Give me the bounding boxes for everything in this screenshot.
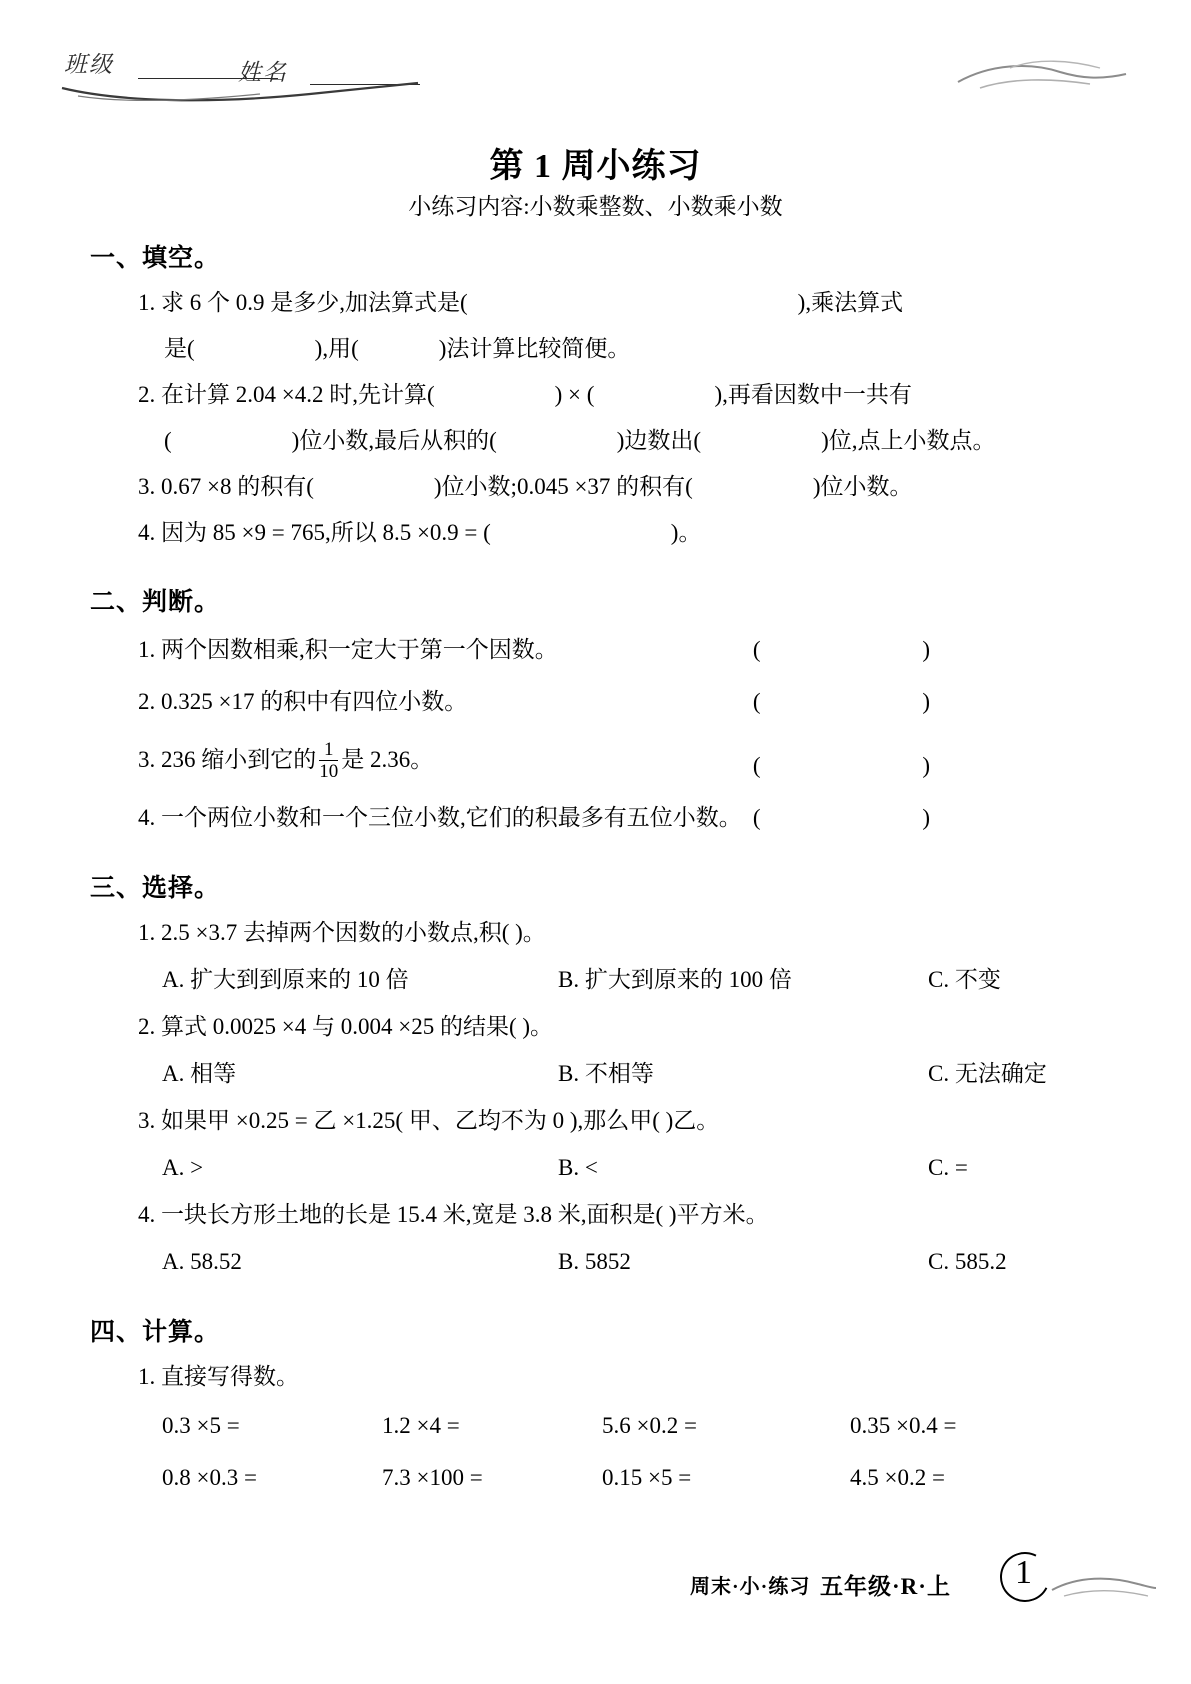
question-3-3: 3. 如果甲 ×0.25 = 乙 ×1.25( 甲、乙均不为 0 ),那么甲( )乙。 xyxy=(138,1108,720,1133)
worksheet-content xyxy=(90,222,1120,1504)
calc-item[interactable]: 7.3 ×100 = xyxy=(382,1465,483,1490)
question-1-1: 1. 求 6 个 0.9 是多少,加法算式是( ),乘法算式 xyxy=(138,290,904,315)
fraction: $\frac{1}{10}$ xyxy=(319,739,339,782)
calc-item[interactable]: 0.15 ×5 = xyxy=(602,1465,692,1490)
answer-paren[interactable]: ( ) xyxy=(752,805,1008,830)
answer-paren[interactable]: ( ) xyxy=(752,753,1008,778)
calc-item[interactable]: 0.35 ×0.4 = xyxy=(850,1413,957,1438)
section-heading-compute: 四、计算。 xyxy=(90,1319,221,1346)
question-2-3: 3. 236 缩小到它的 $\frac{1}{10}$ 是 2.36。 ( ) xyxy=(138,728,1120,792)
question-2-1: 1. 两个因数相乘,积一定大于第一个因数。 ( ) xyxy=(138,624,1120,676)
option-c[interactable]: C. 无法确定 xyxy=(928,1061,1047,1086)
page-number: 1 xyxy=(1015,1554,1032,1591)
name-label: 姓名 xyxy=(238,60,288,85)
calc-item[interactable]: 1.2 ×4 = xyxy=(382,1413,460,1438)
option-b[interactable]: B. 5852 xyxy=(558,1249,631,1274)
page-title: 第 1 周小练习 xyxy=(489,148,702,185)
option-b[interactable]: B. < xyxy=(558,1155,598,1180)
question-1-2: 2. 在计算 2.04 ×4.2 时,先计算( ) × ( ),再看因数中一共有 xyxy=(138,382,912,407)
calc-item[interactable]: 5.6 ×0.2 = xyxy=(602,1413,697,1438)
answer-paren[interactable]: ( ) xyxy=(752,689,1008,714)
calc-item[interactable]: 4.5 ×0.2 = xyxy=(850,1465,945,1490)
question-3-2: 2. 算式 0.0025 ×4 与 0.004 ×25 的结果( )。 xyxy=(138,1014,554,1039)
option-b[interactable]: B. 扩大到原来的 100 倍 xyxy=(558,967,792,992)
option-a[interactable]: A. 58.52 xyxy=(162,1249,242,1274)
calc-row-1 xyxy=(138,1400,1120,1452)
calc-row-2 xyxy=(138,1452,1120,1504)
page-footer xyxy=(0,1554,1191,1630)
option-a[interactable]: A. 相等 xyxy=(162,1061,237,1086)
calc-item[interactable]: 0.8 ×0.3 = xyxy=(162,1465,257,1490)
option-a[interactable]: A. > xyxy=(162,1155,204,1180)
page-header xyxy=(60,34,1130,104)
decorative-cloud-icon xyxy=(950,52,1130,98)
option-b[interactable]: B. 不相等 xyxy=(558,1061,654,1086)
question-1-3: 3. 0.67 ×8 的积有( )位小数;0.045 ×37 的积有( )位小数。 xyxy=(138,474,913,499)
option-c[interactable]: C. = xyxy=(928,1155,968,1180)
decorative-swoosh xyxy=(60,80,420,106)
question-3-4-options xyxy=(138,1238,1120,1286)
answer-paren[interactable]: ( ) xyxy=(752,637,1008,662)
section-heading-fill-blanks: 一、填空。 xyxy=(90,245,221,272)
question-1-4: 4. 因为 85 ×9 = 765,所以 8.5 ×0.9 = ( )。 xyxy=(138,520,702,545)
question-1-2-cont: ( )位小数,最后从积的( )边数出( )位,点上小数点。 xyxy=(164,428,996,453)
footer-cloud-icon xyxy=(1048,1570,1158,1604)
option-c[interactable]: C. 585.2 xyxy=(928,1249,1007,1274)
option-a[interactable]: A. 扩大到到原来的 10 倍 xyxy=(162,967,409,992)
question-3-1: 1. 2.5 ×3.7 去掉两个因数的小数点,积( )。 xyxy=(138,920,546,945)
section-heading-choice: 三、选择。 xyxy=(90,875,221,902)
calc-item[interactable]: 0.3 ×5 = xyxy=(162,1413,240,1438)
question-2-4: 4. 一个两位小数和一个三位小数,它们的积最多有五位小数。 ( ) xyxy=(138,792,1120,844)
question-3-2-options xyxy=(138,1050,1120,1098)
question-3-1-options xyxy=(138,956,1120,1004)
question-4-1: 1. 直接写得数。 xyxy=(138,1364,299,1389)
footer-grade-label: 五年级·R·上 xyxy=(820,1574,951,1599)
class-label: 班级 xyxy=(64,52,114,77)
section-heading-true-false: 二、判断。 xyxy=(90,589,221,616)
question-3-3-options xyxy=(138,1144,1120,1192)
question-3-4: 4. 一块长方形土地的长是 15.4 米,宽是 3.8 米,面积是( )平方米。 xyxy=(138,1202,769,1227)
page-subtitle: 小练习内容:小数乘整数、小数乘小数 xyxy=(408,194,783,219)
question-2-2: 2. 0.325 ×17 的积中有四位小数。 ( ) xyxy=(138,676,1120,728)
question-1-1-cont: 是( ),用( )法计算比较简便。 xyxy=(164,336,631,361)
option-c[interactable]: C. 不变 xyxy=(928,967,1001,992)
footer-series-label: 周末·小·练习 xyxy=(690,1576,811,1598)
